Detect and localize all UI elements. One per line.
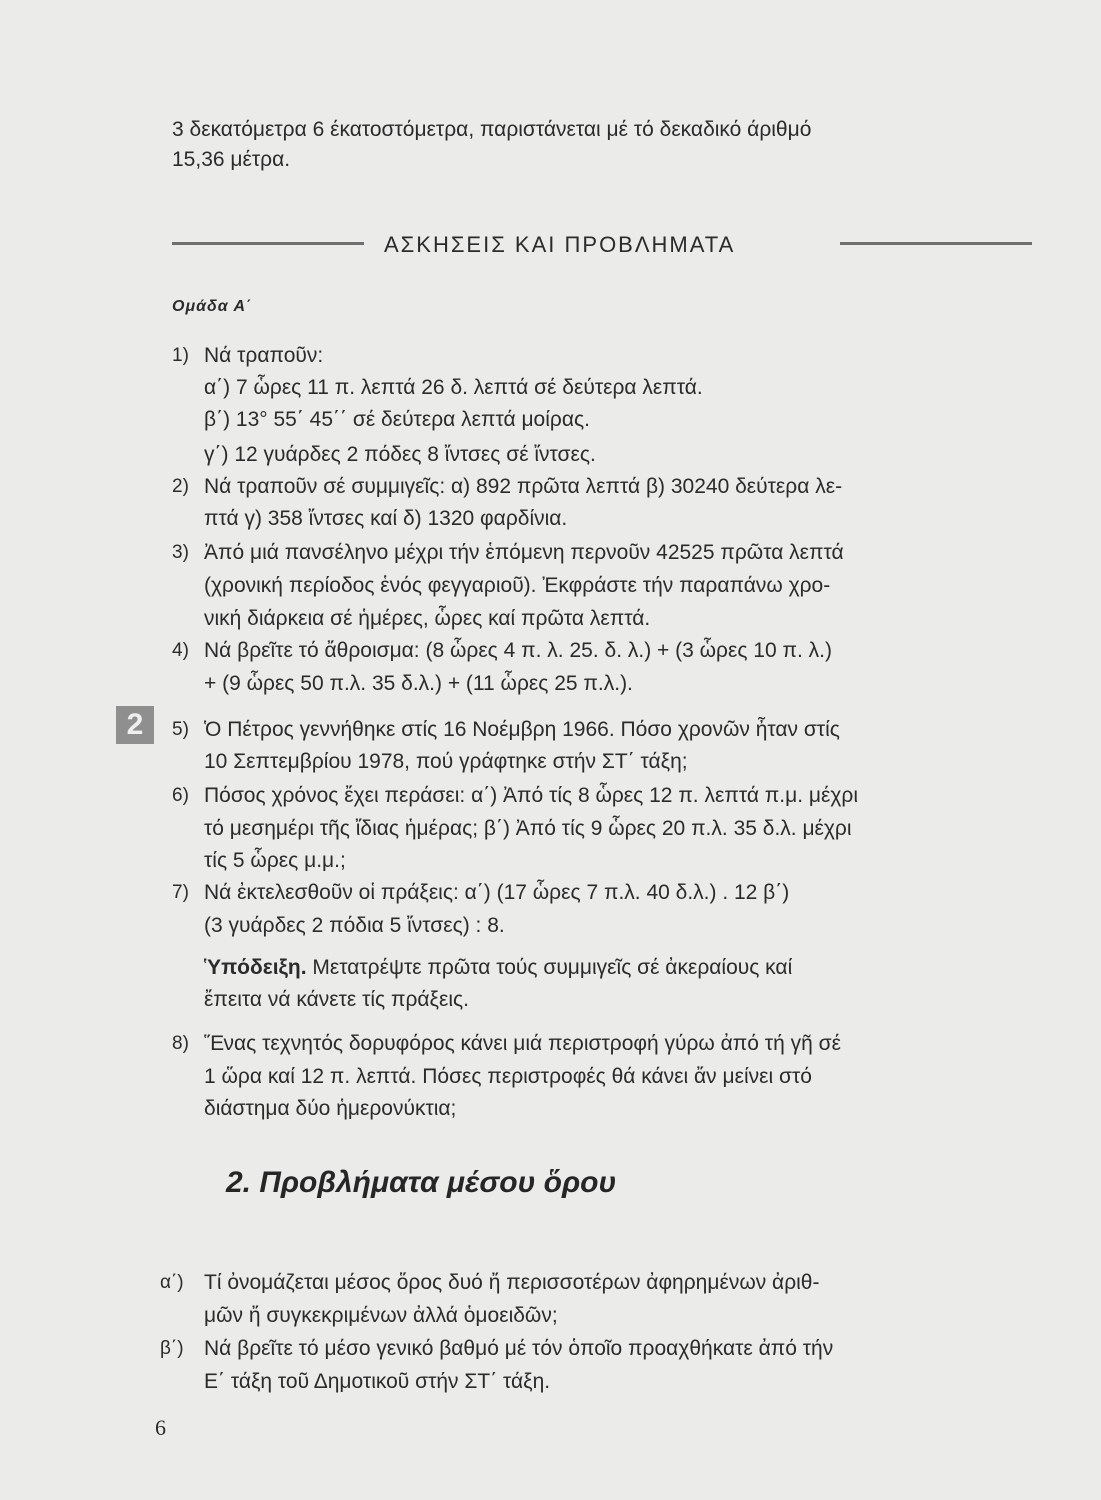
exercise-2-line-2: πτά γ) 358 ἴντσες καί δ) 1320 φαρδίνια. [204,507,568,530]
heading-rule-left [172,242,364,245]
question-b-line-1: Νά βρεῖτε τό μέσο γενικό βαθμό μέ τόν ὁποῖο προαχθήκατε ἀπό τήν [204,1337,834,1360]
exercise-5-line-1: Ὁ Πέτρος γεννήθηκε στίς 16 Νοέμβρη 1966. Πόσο χρονῶν ἦταν στίς [204,718,840,741]
exercise-3-line-3: νική διάρκεια σέ ἡμέρες, ὧρες καί πρῶτα λεπτά. [204,607,651,630]
page-number: 6 [155,1415,166,1440]
margin-marker-badge: 2 [116,706,154,744]
exercise-8-line-2: 1 ὥρα καί 12 π. λεπτά. Πόσες περιστροφές θά κάνει ἄν μείνει στό [204,1065,812,1088]
intro-line-2: 15,36 μέτρα. [172,148,291,171]
exercise-4-number: 4) [172,640,189,661]
question-b-number: β΄) [160,1338,184,1359]
exercise-1a: α΄) 7 ὧρες 11 π. λεπτά 26 δ. λεπτά σέ δεύτερα λεπτά. [204,376,703,399]
section-heading [172,232,1032,262]
exercise-5-line-2: 10 Σεπτεμβρίου 1978, πού γράφτηκε στήν ΣΤ΄ τάξη; [204,750,688,773]
exercise-6-number: 6) [172,785,189,806]
exercise-4-line-1: Νά βρεῖτε τό ἄθροισμα: (8 ὧρες 4 π. λ. 25. δ. λ.) + (3 ὧρες 10 π. λ.) [204,639,832,662]
exercise-6-line-2: τό μεσημέρι τῆς ἴδιας ἡμέρας; β΄) Ἀπό τίς 9 ὧρες 20 π.λ. 35 δ.λ. μέχρι [204,817,852,840]
exercise-7-number: 7) [172,882,189,903]
question-a-line-1: Τί ὀνομάζεται μέσος ὅρος δυό ἤ περισσοτέρων ἀφηρημένων ἀριθ- [204,1271,820,1294]
exercise-3-number: 3) [172,542,189,563]
hint-text: Μετατρέψτε πρῶτα τούς συμμιγεῖς σέ ἀκεραίους καί [306,956,793,979]
heading-rule-right [840,242,1032,245]
exercise-7-line-2: (3 γυάρδες 2 πόδια 5 ἴντσες) : 8. [204,914,505,937]
exercise-1b: β΄) 13° 55΄ 45΄΄ σέ δεύτερα λεπτά μοίρας. [204,408,590,431]
exercise-3-line-2: (χρονική περίοδος ἑνός φεγγαριοῦ). Ἐκφράστε τήν παραπάνω χρο- [204,574,831,597]
exercise-8-number: 8) [172,1033,189,1054]
intro-line-1: 3 δεκατόμετρα 6 έκατοστόμετρα, παριστάνεται μέ τό δεκαδικό άριθμό [172,118,812,141]
exercise-6-line-1: Πόσος χρόνος ἔχει περάσει: α΄) Ἀπό τίς 8 ὧρες 12 π. λεπτά π.μ. μέχρι [204,784,858,807]
exercise-6-line-3: τίς 5 ὧρες μ.μ.; [204,849,346,872]
question-b-line-2: Ε΄ τάξη τοῦ Δημοτικοῦ στήν ΣΤ΄ τάξη. [204,1370,551,1393]
exercise-7-line-1: Νά ἐκτελεσθοῦν οἱ πράξεις: α΄) (17 ὧρες 7 π.λ. 40 δ.λ.) . 12 β΄) [204,881,790,904]
question-a-number: α΄) [160,1272,184,1293]
exercise-2-line-1: Νά τραποῦν σέ συμμιγεῖς: α) 892 πρῶτα λεπτά β) 30240 δεύτερα λε- [204,475,843,498]
heading-text: ΑΣΚΗΣΕΙΣ ΚΑΙ ΠΡΟΒΛΗΜΑΤΑ [384,232,736,257]
hint-line-1 [204,954,792,982]
hint-line-2: ἔπειτα νά κάνετε τίς πράξεις. [204,988,469,1011]
exercise-1c: γ΄) 12 γυάρδες 2 πόδες 8 ἴντσες σέ ἴντσες. [204,443,596,466]
exercise-2-number: 2) [172,476,189,497]
exercise-4-line-2: + (9 ὧρες 50 π.λ. 35 δ.λ.) + (11 ὧρες 25 π.λ.). [204,672,633,695]
exercise-5-number: 5) [172,719,189,740]
exercise-1-lead: Νά τραποῦν: [204,344,324,367]
section-2-title: 2. Προβλήματα μέσου ὅρου [226,1166,617,1199]
exercise-1-number: 1) [172,345,189,366]
exercise-3-line-1: Ἀπό μιά πανσέληνο μέχρι τήν ἑπόμενη περνοῦν 42525 πρῶτα λεπτά [204,541,844,564]
exercise-8-line-3: διάστημα δύο ἡμερονύκτια; [204,1097,457,1120]
exercise-8-line-1: Ἕνας τεχνητός δορυφόρος κάνει μιά περιστροφή γύρω ἀπό τή γῆ σέ [204,1032,841,1055]
question-a-line-2: μῶν ἤ συγκεκριμένων ἀλλά ὁμοειδῶν; [204,1304,558,1327]
group-label: Ομάδα Α΄ [172,298,253,315]
hint-label: Ὑπόδειξη. [204,956,307,979]
